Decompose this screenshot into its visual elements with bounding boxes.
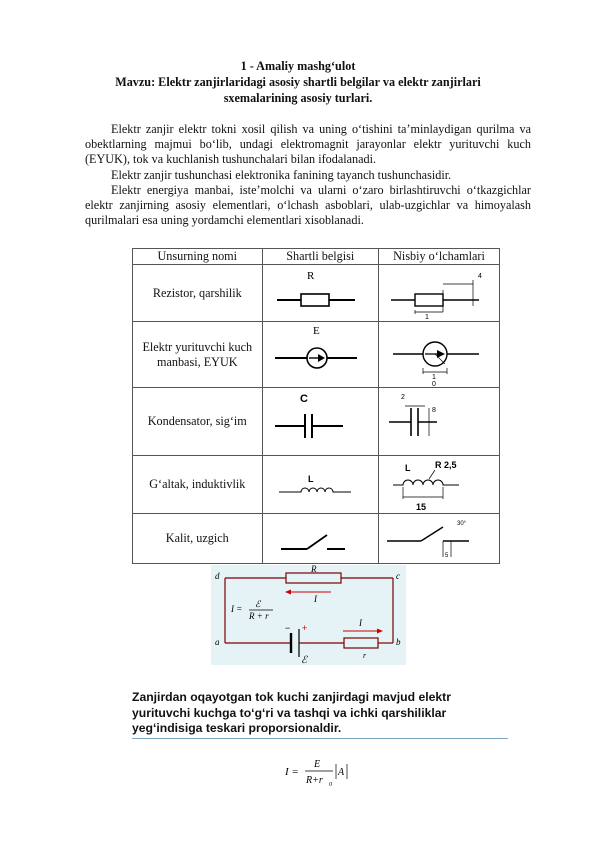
row-name: Kalit, uzgich xyxy=(133,514,263,564)
emf-symbol-cell xyxy=(262,322,378,388)
dim-label: 0 xyxy=(432,380,436,386)
symbols-table xyxy=(132,248,500,564)
conclusion-text: Zanjirdan oqayotgan tok kuchi zanjirdagi mavjud elektr yurituvchi kuchga to‘g‘ri va tashqi va ichki qarshiliklar yeg‘indisiga teskari proporsionaldir. xyxy=(132,690,451,735)
formula-numerator: E xyxy=(314,759,321,770)
dim-label: 1 xyxy=(432,373,436,381)
dim-label: 4 xyxy=(478,273,482,280)
resistor-dimension-drawing xyxy=(379,266,499,320)
capacitor-symbol xyxy=(265,390,375,454)
capacitor-symbol-cell xyxy=(262,388,378,456)
divider-line xyxy=(132,738,508,739)
table-row xyxy=(133,322,500,388)
header-element-name: Unsurning nomi xyxy=(133,249,263,265)
circuit-label-I-bottom: I xyxy=(359,618,362,628)
row-name: Kondensator, sig‘im xyxy=(133,388,263,456)
lesson-title: 1 - Amaliy mashg‘ulot xyxy=(240,59,356,73)
emf-source-symbol xyxy=(265,324,375,386)
minus-sign: − xyxy=(285,623,291,633)
table-header-row xyxy=(133,249,500,265)
inductor-dimensions-cell xyxy=(379,456,500,514)
capacitor-dimensions-cell xyxy=(379,388,500,456)
circuit-formula-den: R + r xyxy=(249,611,269,621)
row-name: G‘altak, induktivlik xyxy=(133,456,263,514)
row-name: Elektr yurituvchi kuch manbasi, EYUK xyxy=(133,322,263,388)
inductor-symbol-cell xyxy=(262,456,378,514)
dim-label: 15 xyxy=(416,501,427,512)
table-row xyxy=(133,514,500,564)
capacitor-dimension-drawing xyxy=(379,390,499,454)
formula-unit: A xyxy=(338,767,345,778)
circuit-label-r: r xyxy=(363,651,367,660)
symbol-label: C xyxy=(300,392,309,405)
switch-dimension-drawing xyxy=(379,515,499,563)
subject-line-2: sxemalarining asosiy turlari. xyxy=(223,91,373,105)
paragraph-1: Elektr zanjir elektr tokni xosil qilish va uning o‘tishini ta’minlaydigan qurilma va obektlarning majmui bo‘lib, undagi elektromagnit jarayonlar elektr yurituvchi kuch (EYUK), tok va kuchlanish tushunchalari bilan ifodalanadi. xyxy=(85,122,531,167)
resistor-symbol-cell xyxy=(262,265,378,322)
circuit-label-I-top: I xyxy=(314,594,317,604)
formula-den-subscript: 0 xyxy=(329,782,332,788)
symbol-label: E xyxy=(313,324,320,337)
switch-dimensions-cell xyxy=(379,514,500,564)
inductor-symbol xyxy=(265,458,375,512)
circuit-label-R: R xyxy=(311,565,317,574)
resistor-symbol xyxy=(265,266,375,320)
subject-line-1: Mavzu: Elektr zanjirlaridagi asosiy shartli belgilar va elektr zanjirlari xyxy=(115,75,481,89)
switch-symbol xyxy=(265,515,375,563)
row-name: Rezistor, qarshilik xyxy=(133,265,263,322)
circuit-drawing xyxy=(211,565,406,665)
resistor-dimensions-cell xyxy=(379,265,500,322)
table-row xyxy=(133,456,500,514)
dim-label: 8 xyxy=(432,406,436,414)
symbol-label: L xyxy=(308,473,314,484)
plus-sign: + xyxy=(302,623,308,633)
dim-label: R 2,5 xyxy=(435,459,457,470)
circuit-diagram xyxy=(211,565,406,665)
dim-label: 1 xyxy=(425,314,429,320)
dim-label: L xyxy=(405,462,411,473)
header-symbol: Shartli belgisi xyxy=(262,249,378,265)
dim-label: 30° xyxy=(457,520,467,527)
formula-lhs: I = xyxy=(285,766,299,778)
intro-text xyxy=(85,122,531,228)
formula-drawing xyxy=(285,757,355,791)
table-row xyxy=(133,388,500,456)
table-row xyxy=(133,265,500,322)
inductor-dimension-drawing xyxy=(379,457,499,513)
paragraph-2: Elektr zanjir tushunchasi elektronika fanining tayanch tushunchasidir. xyxy=(111,167,452,182)
dim-label: 5 xyxy=(445,552,449,559)
switch-symbol-cell xyxy=(262,514,378,564)
dim-label: 2 xyxy=(401,393,405,401)
node-c: c xyxy=(396,571,400,581)
symbol-label: R xyxy=(307,270,315,282)
circuit-label-emf: ℰ xyxy=(301,655,308,665)
formula-denominator: R+r xyxy=(306,775,323,786)
circuit-formula-num: ℰ xyxy=(255,599,261,609)
emf-dimension-drawing xyxy=(379,324,499,386)
node-a: a xyxy=(215,637,220,647)
node-b: b xyxy=(396,637,401,647)
header-dimensions: Nisbiy o‘lchamlari xyxy=(379,249,500,265)
ohm-law-formula xyxy=(285,757,355,794)
circuit-formula-lhs: I = xyxy=(231,604,243,614)
paragraph-3: Elektr energiya manbai, iste’molchi va ularni o‘zaro birlashtiruvchi o‘tkazgichlar elektr zanjirning asosiy elementlari, o‘lchash asboblari, ulab-uzgichlar va himoyalash qurilmalari esa uning yordamchi elementlari xisoblanadi. xyxy=(85,182,531,228)
emf-dimensions-cell xyxy=(379,322,500,388)
node-d: d xyxy=(215,571,220,581)
